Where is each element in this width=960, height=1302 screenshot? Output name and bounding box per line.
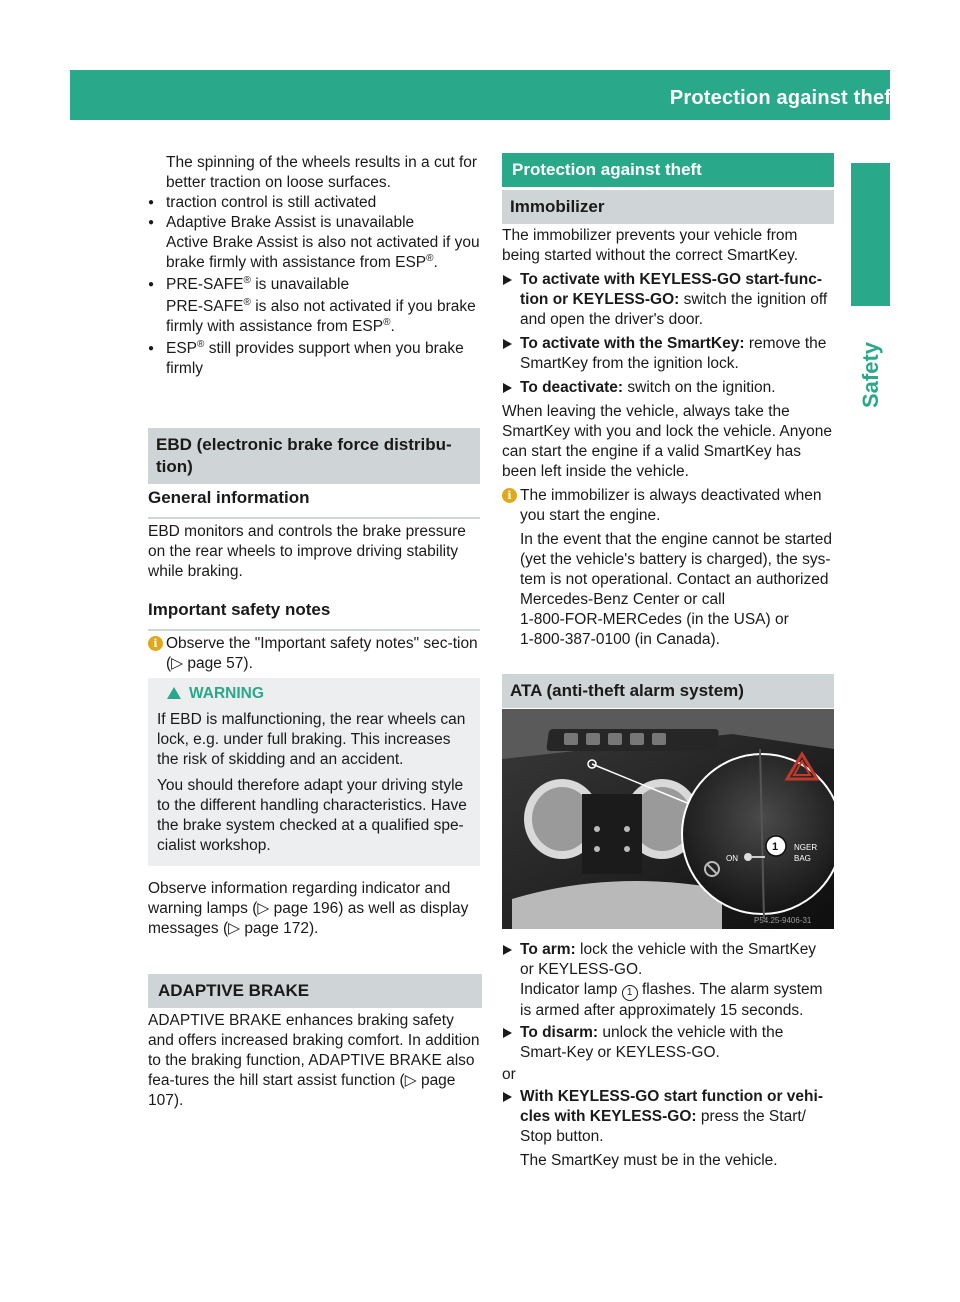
immobilizer-text: The immobilizer prevents your vehicle from being started without the correct SmartKey. <box>502 227 799 264</box>
photo-label-bag: BAG <box>794 854 811 863</box>
intro-text: The spinning of the wheels results in a cut for better traction on loose surfaces. <box>166 154 478 191</box>
ata-heading: ATA (anti-theft alarm system) <box>502 674 834 708</box>
left-column <box>148 153 480 379</box>
arrow-icon <box>503 1092 512 1102</box>
photo-code: P54.25-9406-31 <box>754 916 812 925</box>
bullet-traction: ● traction control is still activated <box>148 193 480 213</box>
photo-callout-1: 1 <box>772 841 779 853</box>
immobilizer-heading: Immobilizer <box>502 190 834 224</box>
step-disarm: To disarm: unlock the vehicle with the Smart-Key or KEYLESS-GO. <box>502 1023 834 1063</box>
aba-note: Active Brake Assist is also not activated if you brake firmly with assistance from ESP®. <box>166 234 480 271</box>
info-icon: i <box>148 636 163 651</box>
warning-title: WARNING <box>157 684 471 704</box>
warning-box <box>148 678 480 866</box>
overhead-panel-illustration <box>502 709 834 929</box>
step-deactivate: To deactivate: switch on the ignition. <box>502 378 834 398</box>
warning-paragraph-2: You should therefore adapt your driving style to the different handling characteristics. Have the brake system checked at a qualified spe-cialist workshop. <box>157 777 467 854</box>
overhead-control-panel-photo <box>502 709 834 929</box>
bullet-aba: ● Adaptive Brake Assist is unavailable <box>148 213 480 233</box>
warning-paragraph-1: If EBD is malfunctioning, the rear wheels can lock, e.g. under full braking. This increases the risk of skidding and an accident. <box>157 711 466 768</box>
adaptive-brake-heading: ADAPTIVE BRAKE <box>148 974 482 1008</box>
arrow-icon <box>503 945 512 955</box>
protection-heading: Protection against theft <box>502 153 834 187</box>
general-info-heading: General information <box>148 487 480 519</box>
side-tab-marker <box>851 163 890 306</box>
safety-info-note: i Observe the "Important safety notes" sec-tion (▷ page 57). <box>148 634 498 674</box>
bullet-esp: ● ESP® still provides support when you brake firmly <box>148 339 480 379</box>
bullet-presafe: ● PRE-SAFE® is unavailable <box>148 275 480 295</box>
arrow-icon <box>503 339 512 349</box>
page-header <box>70 70 942 120</box>
arrow-icon <box>503 1028 512 1038</box>
step-activate-smartkey: To activate with the SmartKey: remove the SmartKey from the ignition lock. <box>502 334 834 374</box>
leaving-text: When leaving the vehicle, always take the SmartKey with you and lock the vehicle. Anyone can start the engine if a valid SmartKey has been left inside the vehicle. <box>502 403 832 480</box>
side-tab-label: Safety <box>857 341 883 409</box>
info-icon: i <box>502 488 517 503</box>
immobilizer-info-note: i The immobilizer is always deactivated when you start the engine. In the event that the engine cannot be started (yet the vehicle's battery is charged), the sys-tem is not operational. Contact an authorized Mercedes-Benz Center or call 1-800-FOR-MERCedes (in the USA) or 1-800-387-0100 (in Canada). <box>502 486 834 650</box>
step-activate-keyless: To activate with KEYLESS-GO start-func-tion or KEYLESS-GO: switch the ignition off and open the driver's door. <box>502 270 834 330</box>
safety-notes-heading: Important safety notes <box>148 599 480 631</box>
photo-label-on: ON <box>726 854 738 863</box>
indicator-lamp-callout: 1 <box>622 985 638 1001</box>
ata-content <box>502 940 834 1171</box>
arrow-icon <box>503 275 512 285</box>
ebd-heading: EBD (electronic brake force distribu-tion) <box>148 428 480 484</box>
observe-text: Observe information regarding indicator and warning lamps (▷ page 196) as well as display messages (▷ page 172). <box>148 880 469 937</box>
presafe-note: PRE-SAFE® is also not activated if you brake firmly with assistance from ESP®. <box>166 296 476 335</box>
arm-indicator-note: Indicator lamp 1 flashes. The alarm system is armed after approximately 15 seconds. <box>520 981 823 1019</box>
smartkey-note: The SmartKey must be in the vehicle. <box>520 1152 778 1169</box>
photo-label-nger: NGER <box>794 843 818 852</box>
general-info-text: EBD monitors and controls the brake pressure on the rear wheels to improve driving stability while braking. <box>148 523 466 580</box>
page-number: 63 <box>923 88 942 107</box>
step-arm: To arm: lock the vehicle with the SmartKey or KEYLESS-GO. <box>502 940 834 980</box>
warning-triangle-icon <box>167 687 181 699</box>
step-keyless-go: With KEYLESS-GO start function or vehi-cles with KEYLESS-GO: press the Start/ Stop button. <box>502 1087 834 1147</box>
arrow-icon <box>503 383 512 393</box>
header-title: Protection against theft <box>669 87 898 109</box>
or-text: or <box>502 1066 516 1083</box>
adaptive-brake-text: ADAPTIVE BRAKE enhances braking safety and offers increased braking comfort. In addition to the braking function, ADAPTIVE BRAKE also fea-tures the hill start assist function (▷ page 107). <box>148 1012 480 1109</box>
immobilizer-content <box>502 226 834 650</box>
